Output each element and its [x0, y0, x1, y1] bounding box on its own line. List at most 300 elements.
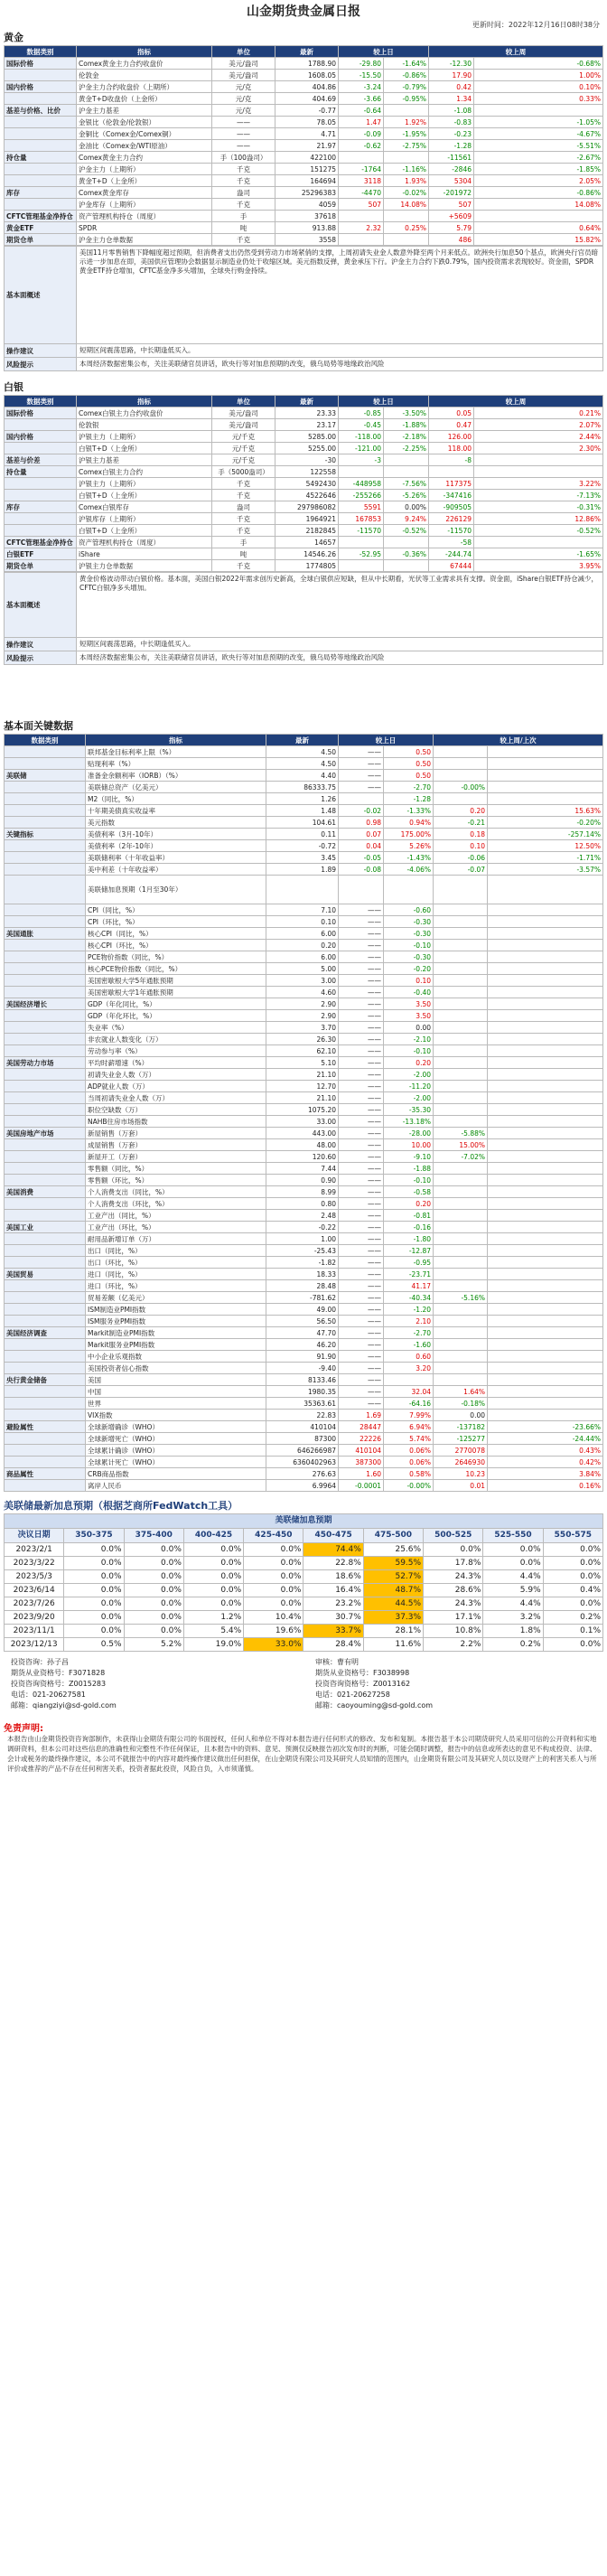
table-cell: 3118: [339, 175, 384, 187]
table-cell: [5, 93, 77, 105]
table-row: [5, 537, 603, 548]
table-cell: ——: [339, 1374, 384, 1386]
table-row: [5, 234, 603, 246]
table-cell: 全球新增死亡（WHO）: [86, 1433, 266, 1445]
table-cell: [5, 864, 86, 876]
table-row: [5, 490, 603, 501]
table-cell: ——: [339, 770, 384, 782]
table-cell: 16.4%: [304, 1584, 363, 1597]
table-cell: -1764: [339, 164, 384, 175]
table-row: [5, 1557, 603, 1570]
table-row: [5, 548, 603, 560]
table-cell: -121.00: [339, 443, 384, 454]
table-cell: 1.2%: [183, 1611, 243, 1625]
table-cell: 美国密歇根大学5年通胀预期: [86, 975, 266, 987]
table-cell: 平均时薪增速（%）: [86, 1057, 266, 1069]
table-row: [5, 431, 603, 443]
table-cell: Markit服务业PMI指数: [86, 1339, 266, 1351]
table-row: [5, 1198, 603, 1210]
table-cell: [434, 1339, 488, 1351]
table-cell: 2023/6/14: [5, 1584, 64, 1597]
table-cell: 6.9964: [266, 1480, 339, 1492]
table-cell: [434, 1245, 488, 1257]
table-cell: [5, 1116, 86, 1128]
table-cell: 1.47: [339, 117, 384, 128]
table-cell: [434, 963, 488, 975]
col-header: 450-475: [304, 1529, 363, 1543]
table-cell: [488, 1034, 603, 1045]
table-cell: 白银T+D（上金所）: [77, 490, 212, 501]
table-cell: 1.48: [266, 805, 339, 817]
gold-table-body: [5, 58, 603, 246]
table-row: [5, 211, 603, 222]
table-cell: 276.63: [266, 1468, 339, 1480]
col-header: 最新: [275, 396, 339, 407]
table-cell: 0.01: [434, 1480, 488, 1492]
table-cell: -2.25%: [384, 443, 429, 454]
table-cell: 18.33: [266, 1269, 339, 1280]
table-cell: 0.90: [266, 1175, 339, 1186]
table-row: [5, 1386, 603, 1398]
table-cell: -4.06%: [384, 864, 434, 876]
table-cell: 32.04: [384, 1386, 434, 1398]
table-row: [5, 140, 603, 152]
table-cell: 18.6%: [304, 1570, 363, 1584]
table-cell: 17.1%: [424, 1611, 483, 1625]
table-cell: 千克: [212, 513, 275, 525]
table-cell: 14546.26: [275, 548, 339, 560]
table-cell: 117375: [429, 478, 474, 490]
table-cell: [488, 1316, 603, 1327]
table-cell: [5, 852, 86, 864]
table-cell: [434, 904, 488, 916]
table-cell: 离岸人民币: [86, 1480, 266, 1492]
table-cell: -244.74: [429, 548, 474, 560]
table-cell: 白银T+D（上金所）: [77, 525, 212, 537]
table-cell: 沪银库存（上期所）: [77, 513, 212, 525]
gold-fundamental-text: 美国11月零售销售下降幅度超过预期，但消费者支出仍然受到劳动力市场紧俏的支撑，上周初请失业金人数意外降至两个月来低点。欧洲央行加息50个基点，欧洲央行官员暗示进一步加息在即，美国供应管理协会数据显示制造业仍处于收缩区域。美元指数反弹，黄金承压下行。沪金主力合约下跌0.79%，国内投资需求表现较好。资金面，SPDR黄金ETF持仓增加，CFTC基金净多头增加，全球央行购金持续。: [77, 247, 603, 344]
table-row: [5, 187, 603, 199]
table-cell: 千克: [212, 560, 275, 572]
table-cell: [434, 1304, 488, 1316]
table-cell: 2023/11/1: [5, 1625, 64, 1638]
table-cell: [434, 998, 488, 1010]
table-cell: -2.00: [384, 1069, 434, 1081]
table-cell: 15.63%: [488, 805, 603, 817]
table-cell: 1.26: [266, 793, 339, 805]
silver-table: [4, 395, 603, 572]
table-cell: 0.50: [384, 770, 434, 782]
table-cell: 22.8%: [304, 1557, 363, 1570]
col-header: 425-450: [244, 1529, 304, 1543]
table-row: [5, 1327, 603, 1339]
table-row: [5, 199, 603, 211]
table-cell: ——: [339, 1304, 384, 1316]
table-cell: [434, 1092, 488, 1104]
table-cell: 0.0%: [483, 1543, 543, 1557]
table-row: [5, 1163, 603, 1175]
table-cell: 33.0%: [244, 1638, 304, 1652]
table-cell: 工业产出（环比，%）: [86, 1222, 266, 1233]
table-cell: ——: [339, 940, 384, 951]
table-cell: 24.3%: [424, 1597, 483, 1611]
table-cell: 沪金库存（上期所）: [77, 199, 212, 211]
table-cell: 0.0%: [543, 1543, 602, 1557]
col-header: 单位: [212, 46, 275, 58]
table-cell: 美国经济调查: [5, 1327, 86, 1339]
table-cell: [434, 1163, 488, 1175]
table-cell: [488, 1222, 603, 1233]
fundamentals-section-title: 基本面关键数据: [4, 720, 73, 732]
table-cell: 中小企业乐观指数: [86, 1351, 266, 1363]
table-cell: 122558: [275, 466, 339, 478]
table-cell: 沪银主力仓单数据: [77, 560, 212, 572]
table-cell: 吨: [212, 548, 275, 560]
table-cell: -0.40: [384, 987, 434, 998]
table-cell: 0.06%: [384, 1457, 434, 1468]
table-cell: 全球累计确诊（WHO）: [86, 1445, 266, 1457]
table-cell: [434, 1374, 488, 1386]
table-cell: 126.00: [429, 431, 474, 443]
table-cell: [5, 1034, 86, 1045]
table-cell: 104.61: [266, 817, 339, 829]
table-row: [5, 175, 603, 187]
table-cell: [5, 940, 86, 951]
table-cell: 期货仓单: [5, 560, 77, 572]
table-cell: 0.20: [384, 1198, 434, 1210]
table-cell: 库存: [5, 501, 77, 513]
table-cell: [488, 1245, 603, 1257]
table-cell: 4.60: [266, 987, 339, 998]
table-row: [5, 70, 603, 81]
table-row: [5, 1233, 603, 1245]
table-cell: 87300: [266, 1433, 339, 1445]
table-row: [5, 501, 603, 513]
col-header: 475-500: [363, 1529, 423, 1543]
table-cell: 0.0%: [483, 1557, 543, 1570]
table-cell: 元/千克: [212, 431, 275, 443]
table-cell: ——: [339, 746, 384, 758]
table-cell: 404.86: [275, 81, 339, 93]
table-cell: VIX指数: [86, 1410, 266, 1421]
table-cell: -23.71: [384, 1269, 434, 1280]
col-header: 指标: [86, 735, 266, 746]
gold-header-row: [5, 46, 603, 58]
table-cell: -0.30: [384, 928, 434, 940]
table-row: [5, 1245, 603, 1257]
table-cell: ——: [339, 1175, 384, 1186]
table-cell: -0.86%: [384, 70, 429, 81]
table-row: [5, 454, 603, 466]
table-cell: 吨: [212, 222, 275, 234]
table-cell: ——: [339, 963, 384, 975]
table-cell: -1.28: [429, 140, 474, 152]
table-row: [5, 987, 603, 998]
table-cell: 5492430: [275, 478, 339, 490]
table-cell: [488, 1081, 603, 1092]
table-cell: 4.4%: [483, 1570, 543, 1584]
table-cell: 7.44: [266, 1163, 339, 1175]
table-row: [5, 829, 603, 840]
table-cell: ——: [339, 1316, 384, 1327]
table-cell: 元/千克: [212, 443, 275, 454]
table-cell: 28.1%: [363, 1625, 423, 1638]
table-cell: 美联储总资产（亿美元）: [86, 782, 266, 793]
fedwatch-table-title: 美联储加息预期: [5, 1514, 603, 1529]
col-header: 375-400: [124, 1529, 183, 1543]
table-cell: 个人消费支出（同比，%）: [86, 1186, 266, 1198]
table-cell: 2.2%: [424, 1638, 483, 1652]
table-cell: 0.43%: [488, 1445, 603, 1457]
silver-table-body: [5, 407, 603, 572]
table-cell: CFTC管理基金净持仓: [5, 537, 77, 548]
table-cell: -0.85: [339, 407, 384, 419]
table-cell: 23.2%: [304, 1597, 363, 1611]
silver-operation-text: 短期区间震荡思路，中长期逢低买入。: [77, 638, 603, 651]
table-cell: 黄金T+D（上金所）: [77, 175, 212, 187]
table-cell: [488, 1104, 603, 1116]
table-cell: 金油比（Comex金/WTI原油）: [77, 140, 212, 152]
table-cell: -7.13%: [474, 490, 603, 501]
table-cell: [384, 537, 429, 548]
table-cell: 2.90: [266, 998, 339, 1010]
table-cell: +5609: [429, 211, 474, 222]
table-row: [5, 117, 603, 128]
table-cell: [434, 1222, 488, 1233]
table-cell: 24.3%: [424, 1570, 483, 1584]
table-cell: 0.0%: [124, 1625, 183, 1638]
table-cell: [434, 940, 488, 951]
table-cell: [488, 1069, 603, 1081]
table-cell: 元/千克: [212, 454, 275, 466]
table-cell: [434, 1116, 488, 1128]
table-cell: [5, 1386, 86, 1398]
table-cell: 0.20: [266, 940, 339, 951]
table-cell: [488, 1010, 603, 1022]
table-cell: 非农就业人数变化（万）: [86, 1034, 266, 1045]
table-row: [5, 782, 603, 793]
table-cell: -0.31%: [474, 501, 603, 513]
table-cell: 2.32: [339, 222, 384, 234]
disclaimer-text: 本报告由山金期货投资咨询部制作，未获得山金期货有限公司的书面授权，任何人和单位不得对本报告进行任何形式的修改、发布和复制。本报告基于本公司期货研究人员采用可信的公开资料和实地调研资料，但本公司对这些信息的准确性和完整性不作任何保证，且本报告中的资料、意见、预测仅反映报告初次发布时的判断，可能会随时调整，报告中的信息或所表达的意见不构成投资、法律、会计或税务的最终操作建议，本公司不就报告中的内容对最终操作建议做出任何担保，在山金期货有限公司及其研究人员知情的范围内，山金期货有限公司及其研究人员以及财产上的利害关系人与所评价或推荐的产品不存在任何利害关系，投资者据此投资，风险自负，入市须谨慎。: [7, 1735, 597, 1773]
silver-fundamental-row: [5, 573, 603, 638]
table-cell: 0.0%: [124, 1597, 183, 1611]
table-row: [5, 1269, 603, 1280]
table-cell: [488, 1022, 603, 1034]
table-cell: [5, 128, 77, 140]
table-cell: 盎司: [212, 501, 275, 513]
table-cell: 5.4%: [183, 1625, 243, 1638]
table-cell: [339, 234, 384, 246]
table-cell: -28.00: [384, 1128, 434, 1139]
table-cell: 226129: [429, 513, 474, 525]
table-cell: -0.02: [339, 805, 384, 817]
table-row: [5, 1457, 603, 1468]
table-cell: -2.70: [384, 1327, 434, 1339]
table-cell: 2023/12/13: [5, 1638, 64, 1652]
table-cell: 0.0%: [424, 1543, 483, 1557]
table-cell: 21.10: [266, 1069, 339, 1081]
table-cell: [5, 1398, 86, 1410]
reviewer-consult: 投资咨询资格号：Z0013162: [314, 1680, 411, 1688]
table-cell: [5, 1245, 86, 1257]
table-cell: [5, 199, 77, 211]
table-cell: 0.20: [434, 805, 488, 817]
table-cell: 21.97: [275, 140, 339, 152]
table-cell: 10.8%: [424, 1625, 483, 1638]
gold-summary-table: [4, 246, 603, 371]
table-row: [5, 1351, 603, 1363]
table-cell: 库存: [5, 187, 77, 199]
table-cell: [5, 1104, 86, 1116]
table-cell: [384, 1374, 434, 1386]
table-cell: -4.67%: [474, 128, 603, 140]
table-cell: 职位空缺数（万）: [86, 1104, 266, 1116]
table-cell: 0.10: [266, 916, 339, 928]
table-cell: 5.10: [266, 1057, 339, 1069]
table-cell: 0.0%: [244, 1570, 304, 1584]
table-cell: -0.09: [339, 128, 384, 140]
table-cell: [434, 770, 488, 782]
table-cell: 美国房地产市场: [5, 1128, 86, 1139]
col-header: 数据类别: [5, 735, 86, 746]
table-cell: 3.45: [266, 852, 339, 864]
table-cell: 23.33: [275, 407, 339, 419]
table-row: [5, 1433, 603, 1445]
table-cell: 175.00%: [384, 829, 434, 840]
table-cell: -9.40: [266, 1363, 339, 1374]
table-cell: -11561: [429, 152, 474, 164]
table-cell: -23.66%: [488, 1421, 603, 1433]
table-cell: [488, 770, 603, 782]
table-cell: -15.50: [339, 70, 384, 81]
table-cell: 12.86%: [474, 513, 603, 525]
table-cell: 23.17: [275, 419, 339, 431]
table-cell: 全球新增确诊（WHO）: [86, 1421, 266, 1433]
table-cell: [5, 1045, 86, 1057]
author-email[interactable]: 邮箱：qiangziyi@sd-gold.com: [11, 1701, 117, 1710]
table-cell: [434, 1022, 488, 1034]
table-cell: 9.24%: [384, 513, 429, 525]
table-cell: -30: [275, 454, 339, 466]
table-row: [5, 1010, 603, 1022]
table-cell: 0.0%: [244, 1543, 304, 1557]
table-cell: [488, 1092, 603, 1104]
table-cell: 0.0%: [64, 1543, 124, 1557]
table-cell: 劳动参与率（%）: [86, 1045, 266, 1057]
table-cell: 美国贸易: [5, 1269, 86, 1280]
table-cell: [5, 1163, 86, 1175]
table-cell: 千克: [212, 164, 275, 175]
table-row: [5, 1116, 603, 1128]
table-cell: [488, 1410, 603, 1421]
table-cell: -0.10: [384, 1045, 434, 1057]
col-header: 决议日期: [5, 1529, 64, 1543]
table-row: [5, 940, 603, 951]
table-cell: 1.89: [266, 864, 339, 876]
table-row: [5, 1210, 603, 1222]
table-cell: 21.10: [266, 1092, 339, 1104]
table-cell: -0.18%: [434, 1398, 488, 1410]
table-cell: 国际价格: [5, 407, 77, 419]
table-cell: [5, 1022, 86, 1034]
author-qual: 期货从业资格号：F3071828: [11, 1669, 106, 1677]
table-cell: 0.0%: [183, 1584, 243, 1597]
table-cell: 沪银主力基差: [77, 454, 212, 466]
table-cell: [5, 805, 86, 817]
table-cell: 12.70: [266, 1081, 339, 1092]
col-header: 指标: [77, 396, 212, 407]
table-cell: -0.0001: [339, 1480, 384, 1492]
table-cell: 5.79: [429, 222, 474, 234]
table-cell: -0.81: [384, 1210, 434, 1222]
table-cell: [434, 876, 488, 904]
table-cell: 0.07: [339, 829, 384, 840]
table-row: [5, 105, 603, 117]
table-cell: ——: [212, 117, 275, 128]
table-cell: 8.99: [266, 1186, 339, 1198]
table-cell: 美债利率（2年-10年）: [86, 840, 266, 852]
table-cell: [488, 1327, 603, 1339]
table-cell: 出口（同比，%）: [86, 1245, 266, 1257]
table-cell: ——: [339, 1222, 384, 1233]
table-cell: 41.17: [384, 1280, 434, 1292]
table-row: [5, 81, 603, 93]
silver-section-title: 白银: [4, 381, 23, 393]
table-cell: [384, 211, 429, 222]
table-cell: -7.02%: [434, 1151, 488, 1163]
reviewer-email[interactable]: 邮箱：caoyouming@sd-gold.com: [314, 1701, 434, 1710]
table-cell: -0.20%: [488, 817, 603, 829]
table-cell: [474, 466, 603, 478]
table-cell: [434, 1057, 488, 1069]
table-cell: 新屋销售（万套）: [86, 1128, 266, 1139]
table-cell: [5, 951, 86, 963]
table-row: [5, 222, 603, 234]
table-cell: -0.86%: [474, 187, 603, 199]
gold-risk-text: 本周经济数据密集公布，关注美联储官员讲话，欧央行等对加息预期的改变，俄乌局势等地缘政治风险: [77, 358, 603, 371]
fedwatch-header-row: [5, 1529, 603, 1543]
table-cell: [434, 1351, 488, 1363]
contact-right: [315, 1657, 596, 1711]
table-cell: 5.74%: [384, 1433, 434, 1445]
table-cell: [434, 1327, 488, 1339]
table-cell: 2023/7/26: [5, 1597, 64, 1611]
table-row: [5, 1092, 603, 1104]
table-cell: 美联储: [5, 770, 86, 782]
col-header: 较上日: [339, 46, 429, 58]
table-cell: 4059: [275, 199, 339, 211]
table-cell: ——: [339, 1257, 384, 1269]
table-cell: [5, 758, 86, 770]
table-cell: 资产管理机构持仓（周度）: [77, 211, 212, 222]
table-cell: 0.42: [429, 81, 474, 93]
table-cell: 49.00: [266, 1304, 339, 1316]
table-row: [5, 1543, 603, 1557]
table-cell: [488, 1175, 603, 1186]
table-cell: 核心CPI（环比，%）: [86, 940, 266, 951]
table-cell: 15.00%: [434, 1139, 488, 1151]
table-cell: 基差与价格、比价: [5, 105, 77, 117]
table-cell: [339, 537, 384, 548]
table-cell: -35.30: [384, 1104, 434, 1116]
table-row: [5, 951, 603, 963]
table-cell: -9.10: [384, 1151, 434, 1163]
col-header: 数据类别: [5, 396, 77, 407]
table-cell: 387300: [339, 1457, 384, 1468]
table-row: [5, 876, 603, 904]
table-cell: 美国工业: [5, 1222, 86, 1233]
